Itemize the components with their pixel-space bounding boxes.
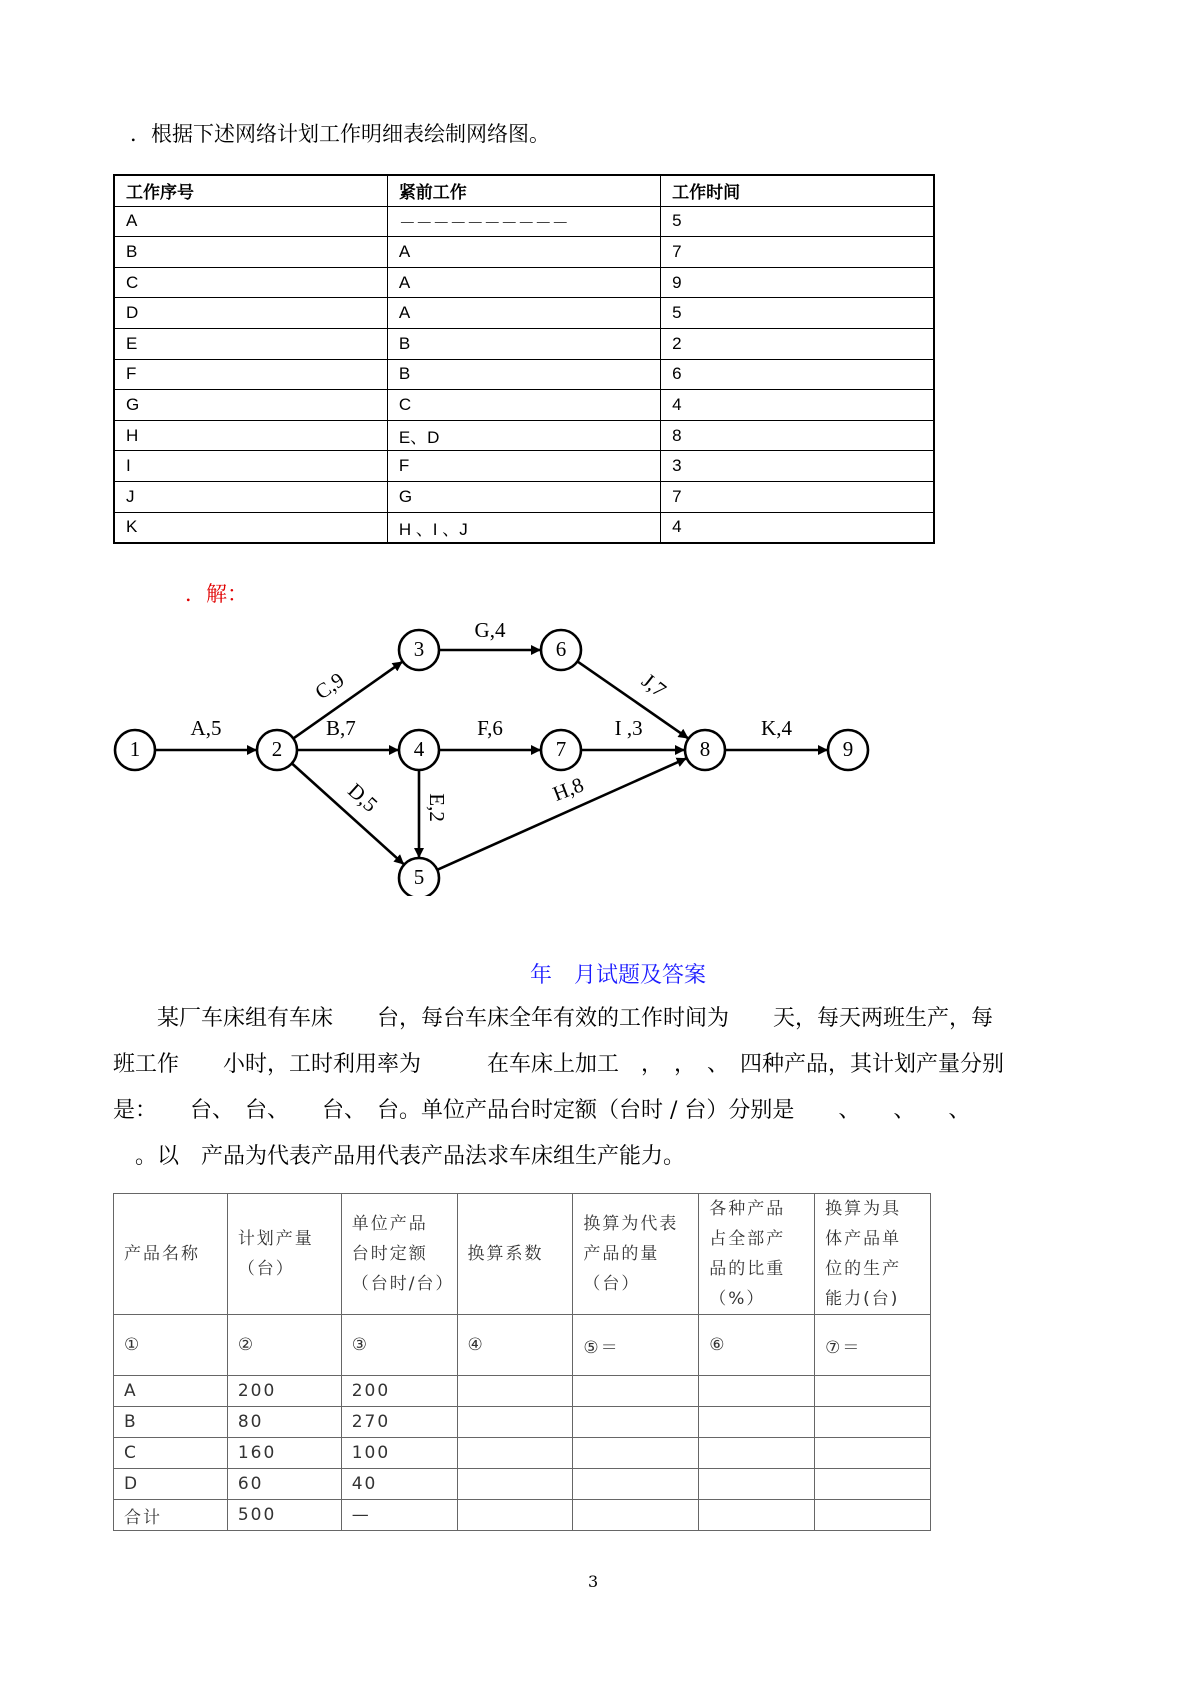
table-cell: E、D [387, 420, 660, 451]
table-cell [573, 1469, 699, 1500]
table-row [114, 1438, 931, 1469]
table-cell [815, 1438, 931, 1469]
table-cell [457, 1438, 573, 1469]
edge-label: I ,3 [614, 715, 643, 740]
code-cell: ① [114, 1315, 228, 1376]
table-cell: A [387, 237, 660, 268]
node-label: 5 [413, 864, 425, 889]
section-title: 年 月试题及答案 [530, 963, 707, 988]
table-cell [457, 1376, 573, 1407]
table-cell: I [114, 451, 387, 482]
table-cell: 3 [661, 451, 934, 482]
edge-label: B,7 [326, 715, 356, 740]
table-cell: G [387, 481, 660, 512]
table-row [114, 359, 934, 390]
table-cell: 2 [661, 328, 934, 359]
table-cell: －－－－－－－－－－ [387, 206, 660, 237]
table-row [114, 512, 934, 543]
table-row [114, 1469, 931, 1500]
table-cell: 200 [341, 1376, 457, 1407]
header-cell: 换算为代表 产品的量 （台） [573, 1194, 699, 1315]
code-cell: ⑤＝ [573, 1315, 699, 1376]
table-cell: J [114, 481, 387, 512]
column-code-row [114, 1315, 931, 1376]
table-cell [457, 1407, 573, 1438]
paragraph-line: 。以 产品为代表产品用代表产品法求车床组生产能力。 [113, 1144, 686, 1169]
arrow-2-5 [292, 763, 404, 864]
table-cell: 5 [661, 206, 934, 237]
table-cell [573, 1500, 699, 1531]
table-row [114, 481, 934, 512]
paragraph-line: 班工作 小时，工时利用率为 在车床上加工 ， ， 、 四种产品，其计划产量分别 [113, 1052, 1005, 1077]
table-cell: 9 [661, 267, 934, 298]
edge-label: F,6 [477, 715, 503, 740]
table-cell: 500 [227, 1500, 341, 1531]
node-label: 3 [413, 636, 425, 661]
header-cell: 换算为具 体产品单 位的生产 能力(台) [815, 1194, 931, 1315]
table-cell: 60 [227, 1469, 341, 1500]
table-cell: A [387, 298, 660, 329]
table-cell: E [114, 328, 387, 359]
table-cell: H 、I 、J [387, 512, 660, 543]
table-cell [573, 1438, 699, 1469]
table-cell [815, 1500, 931, 1531]
table-header-row [114, 1194, 931, 1315]
table-cell [815, 1407, 931, 1438]
table-row [114, 267, 934, 298]
header-cell: 各种产品 占全部产 品的比重 （%） [699, 1194, 815, 1315]
table-row [114, 420, 934, 451]
node-label: 2 [271, 736, 283, 761]
problem-paragraph [113, 996, 1083, 1180]
table-cell [815, 1469, 931, 1500]
edge-label: H,8 [549, 772, 587, 806]
edge-label: G,4 [474, 617, 506, 642]
paragraph-line: 某厂车床组有车床 台，每台车床全年有效的工作时间为 天，每天两班生产，每 [113, 1006, 994, 1031]
code-cell: ③ [341, 1315, 457, 1376]
table-cell [699, 1469, 815, 1500]
edge-label: E,2 [425, 793, 450, 822]
paragraph-line: 是： 台、 台、 台、 台。单位产品台时定额（台时 / 台）分别是 、 、 、 [113, 1098, 971, 1123]
table-row [114, 451, 934, 482]
node-label: 7 [555, 736, 567, 761]
table-row [114, 237, 934, 268]
node-label: 9 [842, 736, 854, 761]
table-cell: D [114, 298, 387, 329]
table-cell: C [114, 267, 387, 298]
table-cell: B [114, 1407, 228, 1438]
table-cell: 8 [661, 420, 934, 451]
table-cell [573, 1376, 699, 1407]
header-cell: 换算系数 [457, 1194, 573, 1315]
solution-label: ．解： [185, 582, 248, 606]
table-cell [815, 1376, 931, 1407]
table-row [114, 1500, 931, 1531]
table-cell: A [114, 1376, 228, 1407]
node-label: 4 [413, 736, 425, 761]
table-cell: — [341, 1500, 457, 1531]
header-cell: 工作时间 [661, 175, 934, 206]
header-cell: 产品名称 [114, 1194, 228, 1315]
table-cell: D [114, 1469, 228, 1500]
header-cell: 紧前工作 [387, 175, 660, 206]
table-cell: C [387, 390, 660, 421]
table-cell: C [114, 1438, 228, 1469]
table-cell [699, 1500, 815, 1531]
table-cell: B [387, 359, 660, 390]
work-detail-table [113, 174, 935, 544]
table-cell [699, 1407, 815, 1438]
header-cell: 单位产品 台时定额 （台时/台） [341, 1194, 457, 1315]
table-cell: 5 [661, 298, 934, 329]
table-row [114, 206, 934, 237]
table-cell: 40 [341, 1469, 457, 1500]
network-diagram [108, 616, 884, 896]
table-row [114, 390, 934, 421]
capacity-table [113, 1193, 931, 1531]
code-cell: ④ [457, 1315, 573, 1376]
table-cell: 合计 [114, 1500, 228, 1531]
header-cell: 计划产量 （台） [227, 1194, 341, 1315]
edge-label: K,4 [761, 715, 792, 740]
table-cell: 6 [661, 359, 934, 390]
table-cell: 80 [227, 1407, 341, 1438]
edge-label: A,5 [190, 715, 222, 740]
arrow-5-8 [437, 759, 686, 870]
table-row [114, 298, 934, 329]
table-cell: 270 [341, 1407, 457, 1438]
node-label: 8 [699, 736, 711, 761]
edge-label: J,7 [637, 668, 671, 703]
table-cell: H [114, 420, 387, 451]
table-cell: 100 [341, 1438, 457, 1469]
code-cell: ⑥ [699, 1315, 815, 1376]
table-cell: 200 [227, 1376, 341, 1407]
table-header-row [114, 175, 934, 206]
table-row [114, 1407, 931, 1438]
page-number: 3 [588, 1572, 599, 1591]
table-cell: A [114, 206, 387, 237]
table-cell: B [387, 328, 660, 359]
header-cell: 工作序号 [114, 175, 387, 206]
table-cell: K [114, 512, 387, 543]
table-cell: F [387, 451, 660, 482]
edge-label: D,5 [343, 778, 383, 817]
table-cell: G [114, 390, 387, 421]
table-cell [699, 1438, 815, 1469]
table-cell [457, 1500, 573, 1531]
table-cell: 7 [661, 481, 934, 512]
question-prompt: ．根据下述网络计划工作明细表绘制网络图。 [130, 122, 550, 146]
edge-label: C,9 [310, 667, 349, 705]
table-cell: 160 [227, 1438, 341, 1469]
table-row [114, 328, 934, 359]
table-cell: B [114, 237, 387, 268]
table-cell: A [387, 267, 660, 298]
code-cell: ⑦＝ [815, 1315, 931, 1376]
table-cell: F [114, 359, 387, 390]
table-cell: 7 [661, 237, 934, 268]
table-cell [457, 1469, 573, 1500]
table-cell: 4 [661, 512, 934, 543]
code-cell: ② [227, 1315, 341, 1376]
node-label: 6 [555, 636, 567, 661]
table-cell: 4 [661, 390, 934, 421]
table-cell [573, 1407, 699, 1438]
table-cell [699, 1376, 815, 1407]
node-label: 1 [129, 736, 141, 761]
table-row [114, 1376, 931, 1407]
